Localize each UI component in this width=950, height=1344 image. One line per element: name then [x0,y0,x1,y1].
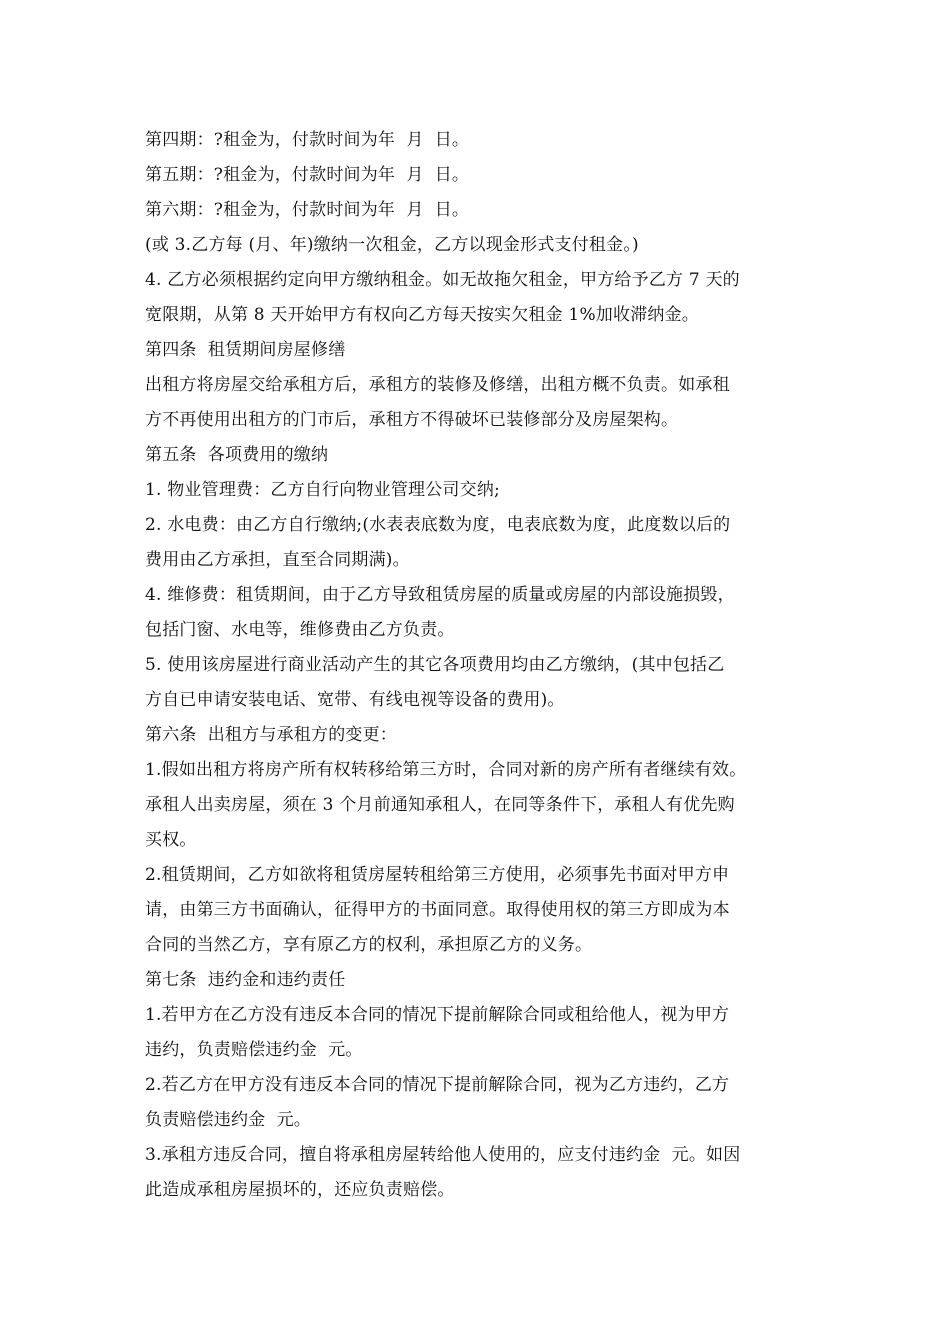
article-6-item-2-line-3: 合同的当然乙方，享有原乙方的权利，承担原乙方的义务。 [145,935,593,955]
clause-3-item-4-line-1: 4. 乙方必须根据约定向甲方缴纳租金。如无故拖欠租金，甲方给予乙方 7 天的 [145,270,740,290]
article-7-item-2-line-2: 负责赔偿违约金 元。 [145,1110,312,1130]
article-4-text-line-1: 出租方将房屋交给承租方后，承租方的装修及修缮，出租方概不负责。如承租 [145,375,730,395]
article-5-item-5-line-1: 5. 使用该房屋进行商业活动产生的其它各项费用均由乙方缴纳，(其中包括乙 [145,655,725,675]
payment-alternative: (或 3.乙方每 (月、年)缴纳一次租金，乙方以现金形式支付租金。) [145,235,639,255]
article-5-item-5-line-2: 方自已申请安装电话、宽带、有线电视等设备的费用)。 [145,690,565,710]
payment-period-6: 第六期：?租金为，付款时间为年 月 日。 [145,200,470,220]
payment-period-5: 第五期：?租金为，付款时间为年 月 日。 [145,165,470,185]
article-7-heading: 第七条 违约金和违约责任 [145,970,346,990]
article-6-item-2-line-2: 请，由第三方书面确认，征得甲方的书面同意。取得使用权的第三方即成为本 [145,900,730,920]
article-6-item-2-line-1: 2.租赁期间，乙方如欲将租赁房屋转租给第三方使用，必须事先书面对甲方申 [145,865,730,885]
article-5-item-4-line-1: 4. 维修费：租赁期间，由于乙方导致租赁房屋的质量或房屋的内部设施损毁， [145,585,735,605]
article-6-item-1-line-1: 1.假如出租方将房产所有权转移给第三方时，合同对新的房产所有者继续有效。 [145,760,747,780]
article-5-item-1: 1. 物业管理费：乙方自行向物业管理公司交纳; [145,480,500,500]
article-5-item-2-line-1: 2. 水电费：由乙方自行缴纳;(水表表底数为度，电表底数为度，此度数以后的 [145,515,731,535]
article-7-item-3-line-2: 此造成承租房屋损坏的，还应负责赔偿。 [145,1180,455,1200]
article-6-heading: 第六条 出租方与承租方的变更： [145,725,398,745]
article-4-text-line-2: 方不再使用出租方的门市后，承租方不得破坏已装修部分及房屋架构。 [145,410,679,430]
article-5-item-2-line-2: 费用由乙方承担，直至合同期满)。 [145,550,410,570]
article-5-item-4-line-2: 包括门窗、水电等，维修费由乙方负责。 [145,620,455,640]
article-7-item-1-line-2: 违约，负责赔偿违约金 元。 [145,1040,363,1060]
article-7-item-3-line-1: 3.承租方违反合同，擅自将承租房屋转给他人使用的，应支付违约金 元。如因 [145,1145,741,1165]
clause-3-item-4-line-2: 宽限期，从第 8 天开始甲方有权向乙方每天按实欠租金 1%加收滞纳金。 [145,305,699,325]
article-6-item-1-line-3: 买权。 [145,830,197,850]
article-5-heading: 第五条 各项费用的缴纳 [145,445,329,465]
contract-text [145,123,810,1208]
article-6-item-1-line-2: 承租人出卖房屋，须在 3 个月前通知承租人，在同等条件下，承租人有优先购 [145,795,735,815]
article-7-item-2-line-1: 2.若乙方在甲方没有违反本合同的情况下提前解除合同，视为乙方违约，乙方 [145,1075,730,1095]
payment-period-4: 第四期：?租金为，付款时间为年 月 日。 [145,130,470,150]
article-7-item-1-line-1: 1.若甲方在乙方没有违反本合同的情况下提前解除合同或租给他人，视为甲方 [145,1005,730,1025]
article-4-heading: 第四条 租赁期间房屋修缮 [145,340,346,360]
